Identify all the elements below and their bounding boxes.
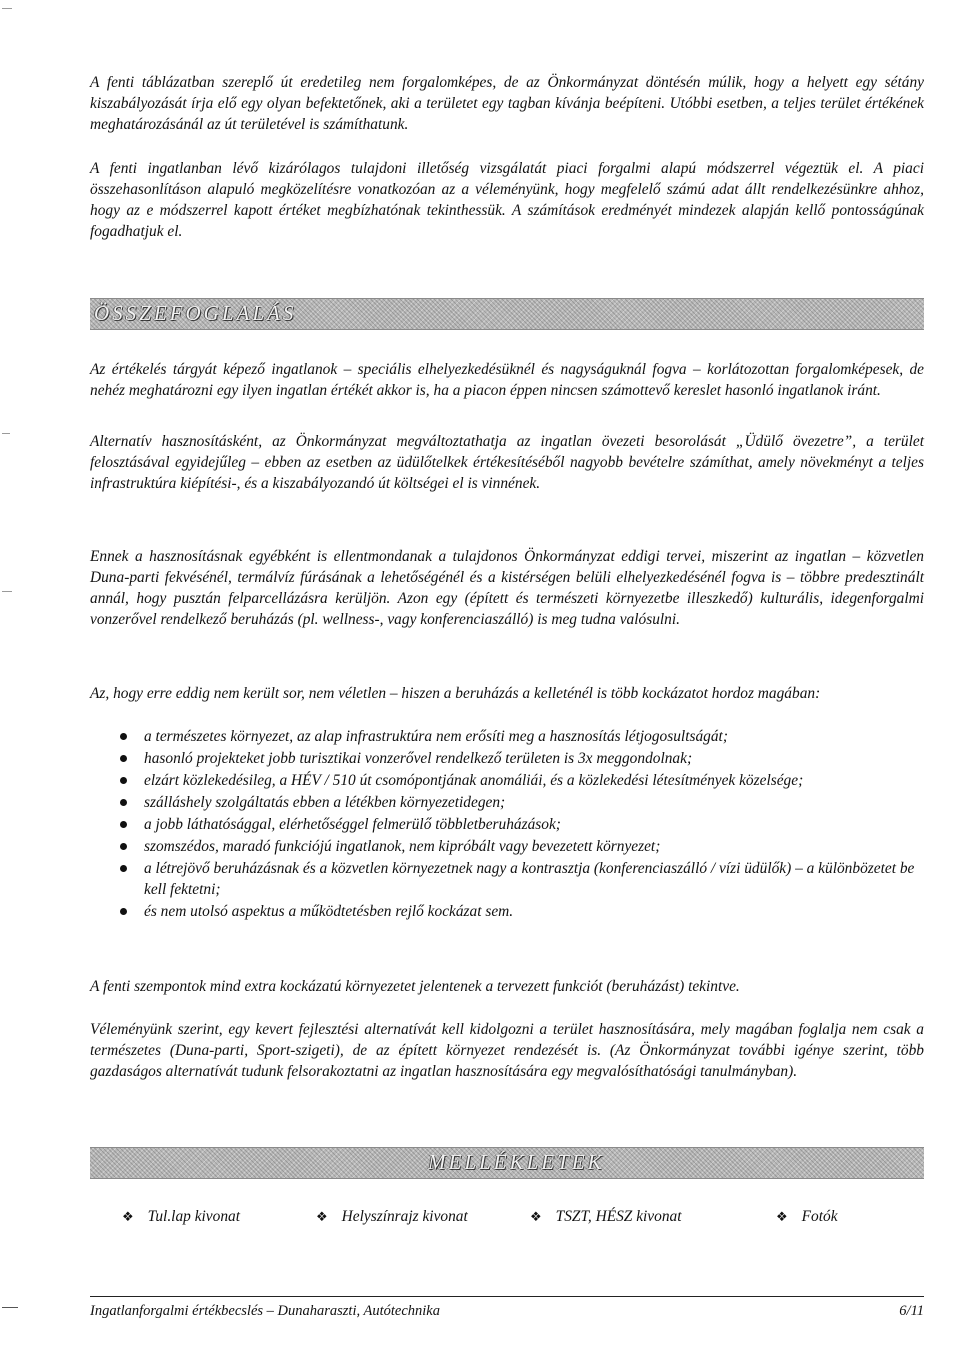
list-item: szomszédos, maradó funkciójú ingatlanok, nem kipróbált vagy bevezetett környezet;: [90, 836, 924, 857]
attachments-heading: MELLÉKLETEK: [428, 1150, 605, 1174]
attachment-item: [776, 1206, 838, 1228]
risk-list: [90, 726, 924, 923]
list-item: a jobb láthatósággal, elérhetőséggel felmerülő többletberuházások;: [90, 814, 924, 835]
paragraph-plans: Ennek a hasznosításnak egyébként is ellentmondanak a tulajdonos Önkormányzat eddigi tervei, miszerint az ingatlan – közvetlen Duna-parti fekvésénél, termálvíz fúrásának a lehetőségénél és a kistérségen belüli elhelyezkedésénél fogva is – többre predesztinált annál, hogy pusztán felparcellázásra kerüljön. Azon egy (épített és természeti környezetbe illeszkedő) kulturális, idegenforgalmi vonzerővel rendelkező beruházás (pl. wellness-, vagy konferenciaszálló) is meg tudna valósulni.: [90, 548, 924, 628]
attachment-label: TSZT, HÉSZ kivonat: [555, 1208, 682, 1225]
paragraph-risk-conclusion: A fenti szempontok mind extra kockázatú környezetet jelentenek a tervezett funkciót (beruházást) tekintve.: [90, 978, 740, 995]
attachment-item: [530, 1206, 682, 1228]
page-number: 6/11: [899, 1303, 924, 1319]
page-footer: [90, 1301, 924, 1321]
list-item: a létrejövő beruházásnak és a közvetlen környezetnek nagy a kontrasztja (konferenciaszálló / vízi üdülők) – a különbözetet be kell fektetni;: [90, 858, 924, 900]
list-item: szálláshely szolgáltatás ebben a létékben környezetidegen;: [90, 792, 924, 813]
paragraph-recommendation: Véleményünk szerint, egy kevert fejlesztési alternatívát kell kidolgozni a terület hasznosítására, mely magában foglalja nem csak a természetes (Duna-parti, Sport-szigeti), de az épített környezet rendezését is. (Az Önkormányzat további igénye szerint, több gazdaságos alternatívát tudunk felsorakoztatni az ingatlan hasznosítására egy megvalósíthatósági tanulmányban).: [90, 1021, 924, 1080]
attachment-label: Tul.lap kivonat: [147, 1208, 240, 1225]
attachment-label: Helyszínrajz kivonat: [341, 1208, 468, 1225]
attachments-heading-band: [90, 1147, 924, 1179]
summary-heading: ÖSSZEFOGLALÁS: [94, 301, 297, 325]
attachment-item: [316, 1206, 468, 1228]
attachment-label: Fotók: [801, 1208, 838, 1225]
scan-margin-mark: [2, 8, 12, 9]
diamond-bullet-icon: ❖: [530, 1209, 540, 1224]
list-item: a természetes környezet, az alap infrastruktúra nem erősíti meg a hasznosítás létjogosultságát;: [90, 726, 924, 747]
footer-title: Ingatlanforgalmi értékbecslés – Dunaharaszti, Autótechnika: [90, 1303, 440, 1319]
attachment-item: [122, 1206, 240, 1228]
paragraph-summary-intro: Az értékelés tárgyát képező ingatlanok – speciális elhelyezkedésüknél és nagyságuknál fogva – korlátozottan forgalomképesek, de nehéz meghatározni egy ilyen ingatlan értékét akkor is, ha a piacon éppen nincsen számottevő kereslet hasonló ingatlanok iránt.: [90, 361, 924, 399]
scan-margin-mark: [2, 591, 12, 592]
attachments-list: [0, 1206, 960, 1228]
scan-margin-mark: [2, 433, 10, 434]
diamond-bullet-icon: ❖: [122, 1209, 132, 1224]
summary-heading-band: [90, 298, 924, 330]
footer-divider: [90, 1296, 924, 1297]
list-item: és nem utolsó aspektus a működtetésben rejlő kockázat sem.: [90, 901, 924, 922]
scan-margin-mark: [2, 1307, 18, 1308]
paragraph-risk-intro: Az, hogy erre eddig nem került sor, nem véletlen – hiszen a beruházás a kelleténél is több kockázatot hordoz magában:: [90, 685, 821, 702]
paragraph-alternative-use: Alternatív hasznosításként, az Önkormányzat megváltoztathatja az ingatlan övezeti besorolását „Üdülő övezetre”, a terület felosztásával egyidejűleg – ebben az esetben az üdülőtelkek értékesítéséből nagyobb bevételre számíthat, amely növekményt a teljes infrastruktúra kiépítési-, és a kiszabályozandó út költségei el is vinnének.: [90, 433, 924, 492]
paragraph-method: A fenti ingatlanban lévő kizárólagos tulajdoni illetőség vizsgálatát piaci forgalmi alapú módszerrel végeztük el. A piaci összehasonlításon alapuló megközelítésre vonatkozóan az a véleményünk, hogy megfelelő számú adat állt rendelkezésünkre ahhoz, hogy az e módszerrel kapott értéket megbízhatónak tekinthessük. A számítások eredményét mindezek alapján kellő pontosságúnak fogadhatjuk el.: [90, 160, 924, 240]
list-item: hasonló projekteket jobb turisztikai vonzerővel rendelkező területen is 3x meggondolnak;: [90, 748, 924, 769]
list-item: elzárt közlekedésileg, a HÉV / 510 út csomópontjának anomáliái, és a közlekedési létesítmények közelsége;: [90, 770, 924, 791]
diamond-bullet-icon: ❖: [316, 1209, 326, 1224]
paragraph-road-note: A fenti táblázatban szereplő út eredetileg nem forgalomképes, de az Önkormányzat döntésén múlik, hogy a helyett egy sétány kiszabályozását írja elő egy olyan befektetőnek, aki a területet egy tagban kívánja beépíteni. Utóbbi esetben, a teljes terület értékének meghatározásánál az út területével is számíthatunk.: [90, 74, 924, 133]
diamond-bullet-icon: ❖: [776, 1209, 786, 1224]
